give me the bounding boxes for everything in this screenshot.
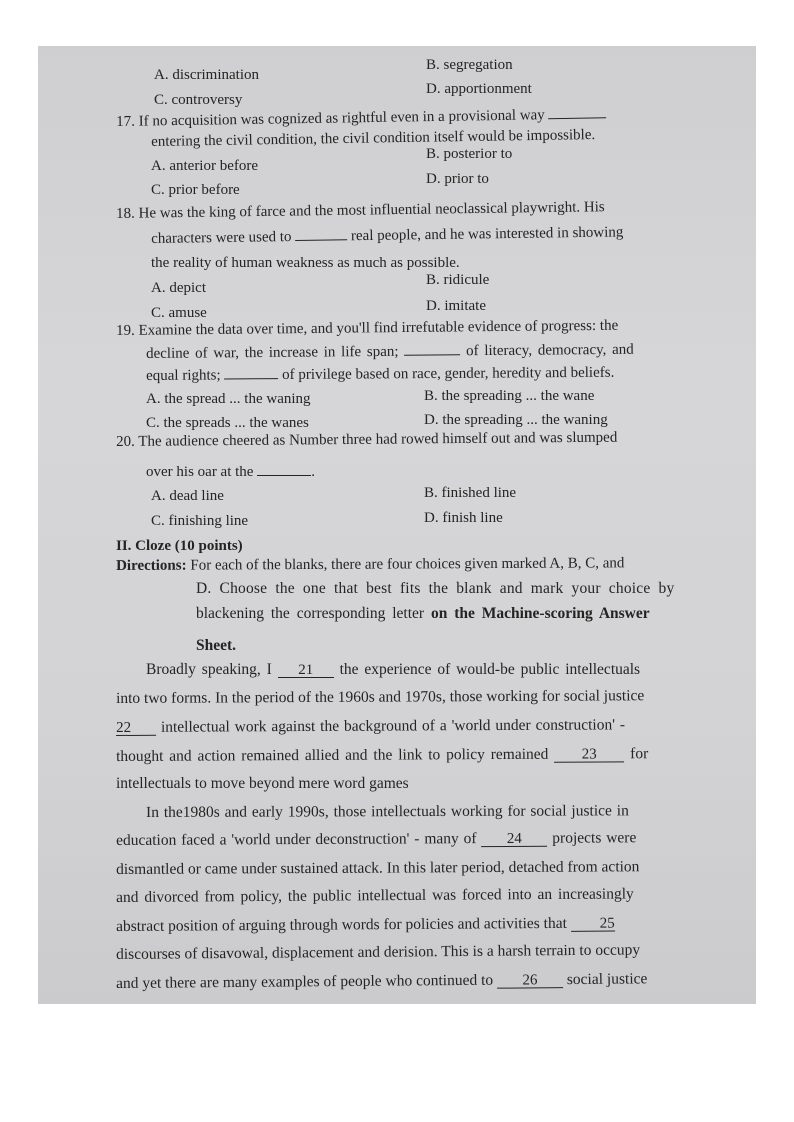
q19-blank-1 [404,341,460,355]
q19-option-a: A. the spread ... the waning [146,391,311,407]
cloze-blank-26: 26 [497,974,563,989]
q19-option-b: B. the spreading ... the wane [424,388,595,404]
passage-p2-line1: In the1980s and early 1990s, those intellectuals working for social justice in [146,802,629,821]
q20-blank [257,462,311,476]
q17-option-d: D. prior to [426,171,489,187]
cloze-directions-line2: D. Choose the one that best fits the blank and mark your choice by [196,580,675,597]
passage-p2-line7: and yet there are many examples of people who continued to 26 social justice [116,970,648,992]
q18-blank [295,226,347,241]
passage-p2-line6: discourses of disavowal, displacement and derision. This is a harsh terrain to occupy [116,941,641,963]
q19-stem-line2: decline of war, the increase in life span; of literacy, democracy, and [146,341,634,362]
cloze-directions-line1: Directions: For each of the blanks, there are four choices given marked A, B, C, and [116,555,625,574]
q16-option-c: C. controversy [154,92,243,108]
cloze-directions-line3: blackening the corresponding letter on the Machine-scoring Answer [196,605,650,622]
passage-p2-line2: education faced a 'world under deconstruction' - many of 24 projects were [116,829,637,849]
q20-option-c: C. finishing line [151,513,249,529]
q18-option-b: B. ridicule [426,272,490,288]
q20-stem-line2: over his oar at the . [146,464,315,480]
q20-stem-line1: 20. The audience cheered as Number three had rowed himself out and was slumped [116,429,618,450]
cloze-blank-25: 25 [571,918,615,932]
passage-p1-line5: intellectuals to move beyond mere word games [116,775,409,792]
passage-p2-line5: abstract position of arguing through words for policies and activities that 25 [116,914,615,935]
passage-p1-line3: 22 intellectual work against the background of a 'world under construction' - [116,716,626,736]
q16-option-a: A. discrimination [154,67,259,83]
cloze-blank-22: 22 [116,722,156,736]
q19-stem-line1: 19. Examine the data over time, and you'll find irrefutable evidence of progress: the [116,317,619,339]
q17-option-c: C. prior before [151,182,240,198]
q18-option-c: C. amuse [151,305,207,321]
q17-option-a: A. anterior before [151,158,259,174]
cloze-blank-23: 23 [554,748,624,762]
q20-option-a: A. dead line [151,488,224,504]
cloze-blank-21: 21 [278,664,334,678]
q18-option-a: A. depict [151,280,206,296]
q20-option-d: D. finish line [424,510,503,526]
q19-option-c: C. the spreads ... the wanes [146,415,309,431]
q18-stem-line3: the reality of human weakness as much as possible. [151,255,460,271]
q17-stem-line2: entering the civil condition, the civil condition itself would be impossible. [151,127,596,150]
passage-p1-line4: thought and action remained allied and the link to policy remained 23 for [116,745,649,765]
passage-p2-line4: and divorced from policy, the public intellectual was forced into an increasingly [116,885,634,906]
q18-stem-line2: characters were used to real people, and he was interested in showing [151,224,624,247]
q19-stem-line3: equal rights; of privilege based on race, gender, heredity and beliefs. [146,364,615,384]
q19-option-d: D. the spreading ... the waning [424,412,608,428]
cloze-directions-line4: Sheet. [196,637,237,654]
q20-option-b: B. finished line [424,485,517,501]
passage-p1-line2: into two forms. In the period of the 1960s and 1970s, those working for social justice [116,687,645,707]
q18-option-d: D. imitate [426,298,486,314]
q17-option-b: B. posterior to [426,146,513,162]
passage-p2-line3: dismantled or came under sustained attack. In this later period, detached from action [116,858,640,878]
q16-option-b: B. segregation [426,57,513,73]
passage-p1-line1: Broadly speaking, I 21 the experience of would-be public intellectuals [146,661,641,678]
q16-option-d: D. apportionment [426,81,532,97]
cloze-blank-24: 24 [481,833,547,847]
q19-blank-2 [224,365,278,379]
cloze-heading: II. Cloze (10 points) [116,538,243,554]
scanned-page-photo [38,46,756,1004]
q17-stem-line1: 17. If no acquisition was cognized as rightful even in a provisional way [116,104,607,131]
q18-stem-line1: 18. He was the king of farce and the most influential neoclassical playwright. His [116,199,605,222]
q17-blank [548,104,606,119]
